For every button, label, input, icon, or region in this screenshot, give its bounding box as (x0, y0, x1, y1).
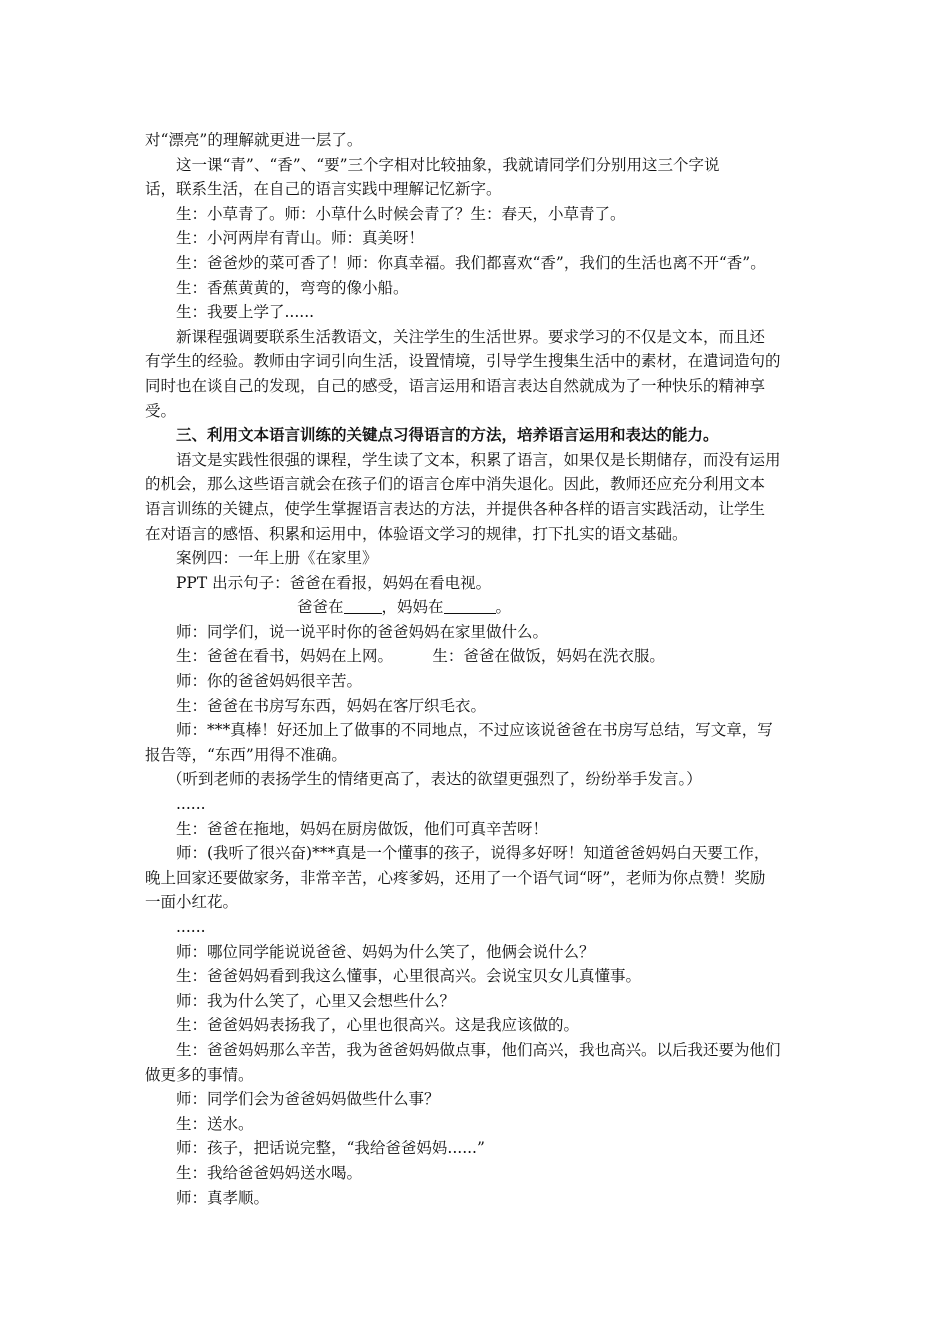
dialogue-line: 生：爸爸在书房写东西，妈妈在客厅织毛衣。 (176, 696, 487, 715)
dialogue-line: 生：我要上学了...... (176, 303, 315, 322)
dialogue-line: 晚上回家还要做家务，非常辛苦，心疼爹妈，还用了一个语气词“呀”，老师为你点赞！奖励 (145, 868, 766, 887)
text-line: 话，联系生活，在自己的语言实践中理解记忆新字。 (145, 180, 502, 199)
dialogue-line: 做更多的事情。 (145, 1065, 254, 1084)
text-line: 受。 (145, 401, 177, 420)
dialogue-line: 生：送水。 (176, 1114, 254, 1133)
fill-in-sentence (145, 595, 815, 620)
dialogue-line: 生：我给爸爸妈妈送水喝。 (176, 1163, 363, 1182)
dialogue-line: 生：爸爸妈妈表扬我了，心里也很高兴。这是我应该做的。 (176, 1016, 580, 1035)
dialogue-line: 生：爸爸在看书，妈妈在上网。 生：爸爸在做饭，妈妈在洗衣服。 (176, 647, 665, 666)
dialogue-line: 师：孩子，把话说完整，“我给爸爸妈妈......” (176, 1139, 485, 1158)
dialogue-line: 生：香蕉黄黄的，弯弯的像小船。 (176, 278, 409, 297)
dialogue-line: 报告等，“东西”用得不准确。 (145, 745, 347, 764)
fill-part-2: ，妈妈在 (381, 598, 444, 617)
ppt-sentence: PPT 出示句子：爸爸在看报，妈妈在看电视。 (176, 573, 492, 592)
text-line: 这一课“青”、“香”、“要”三个字相对比较抽象，我就请同学们分别用这三个字说 (176, 155, 720, 174)
section-heading: 三、利用文本语言训练的关键点习得语言的方法，培养语言运用和表达的能力。 (176, 425, 719, 445)
blank-1 (344, 597, 382, 614)
text-line: 在对语言的感悟、积累和运用中，体验语文学习的规律，打下扎实的语文基础。 (145, 524, 688, 543)
dialogue-line: 生：小草青了。师：小草什么时候会青了？生：春天，小草青了。 (176, 204, 626, 223)
dialogue-line: 一面小红花。 (145, 893, 239, 912)
text-line: 语文是实践性很强的课程，学生读了文本，积累了语言，如果仅是长期储存，而没有运用 (176, 450, 781, 469)
dialogue-line: 生：小河两岸有青山。师：真美呀！ (176, 229, 425, 248)
dialogue-line: 师：同学们，说一说平时你的爸爸妈妈在家里做什么。 (176, 622, 549, 641)
case-title: 案例四：一年上册《在家里》 (176, 549, 378, 568)
text-line: 语言训练的关键点，使学生掌握语言表达的方法，并提供各种各样的语言实践活动，让学生 (145, 499, 766, 518)
ellipsis-line: ...... (176, 795, 206, 814)
text-line: 对“漂亮”的理解就更进一层了。 (145, 131, 363, 149)
fill-part-1: 爸爸在 (297, 598, 344, 617)
text-line: 同时也在谈自己的发现，自己的感受，语言运用和语言表达自然就成为了一种快乐的精神享 (145, 376, 766, 395)
stage-note: （听到老师的表扬学生的情绪更高了，表达的欲望更强烈了，纷纷举手发言。） (167, 770, 702, 789)
dialogue-line: 师：我为什么笑了，心里又会想些什么？ (176, 991, 456, 1010)
dialogue-line: 师：***真棒！好还加上了做事的不同地点，不过应该说爸爸在书房写总结，写文章，写 (176, 721, 773, 740)
text-line: 的机会，那么这些语言就会在孩子们的语言仓库中消失退化。因此，教师还应充分利用文本 (145, 475, 766, 494)
dialogue-line: 生：爸爸炒的菜可香了！师：你真幸福。我们都喜欢“香”，我们的生活也离不开“香”。 (176, 253, 766, 272)
dialogue-line: 生：爸爸在拖地，妈妈在厨房做饭，他们可真辛苦呀！ (176, 819, 549, 838)
dialogue-line: 生：爸爸妈妈那么辛苦，我为爸爸妈妈做点事，他们高兴，我也高兴。以后我还要为他们 (176, 1040, 781, 1059)
dialogue-line: 师：同学们会为爸爸妈妈做些什么事？ (176, 1090, 440, 1109)
text-line: 新课程强调要联系生活教语文，关注学生的生活世界。要求学习的不仅是文本，而且还 (176, 327, 766, 346)
dialogue-line: 师：真孝顺。 (176, 1188, 270, 1207)
dialogue-line: 生：爸爸妈妈看到我这么懂事，心里很高兴。会说宝贝女儿真懂事。 (176, 967, 642, 986)
document-body (145, 128, 815, 1210)
text-line: 有学生的经验。教师由字词引向生活，设置情境，引导学生搜集生活中的素材，在遣词造句的 (145, 352, 781, 371)
dialogue-line: 师：(我听了很兴奋)***真是一个懂事的孩子，说得多好呀！知道爸爸妈妈白天要工作， (176, 844, 770, 863)
fill-part-3: 。 (495, 598, 512, 617)
dialogue-line: 师：你的爸爸妈妈很辛苦。 (176, 672, 363, 691)
blank-2 (444, 597, 496, 614)
ellipsis-line: ...... (176, 918, 206, 936)
dialogue-line: 师：哪位同学能说说爸爸、妈妈为什么笑了，他俩会说什么？ (176, 942, 595, 961)
